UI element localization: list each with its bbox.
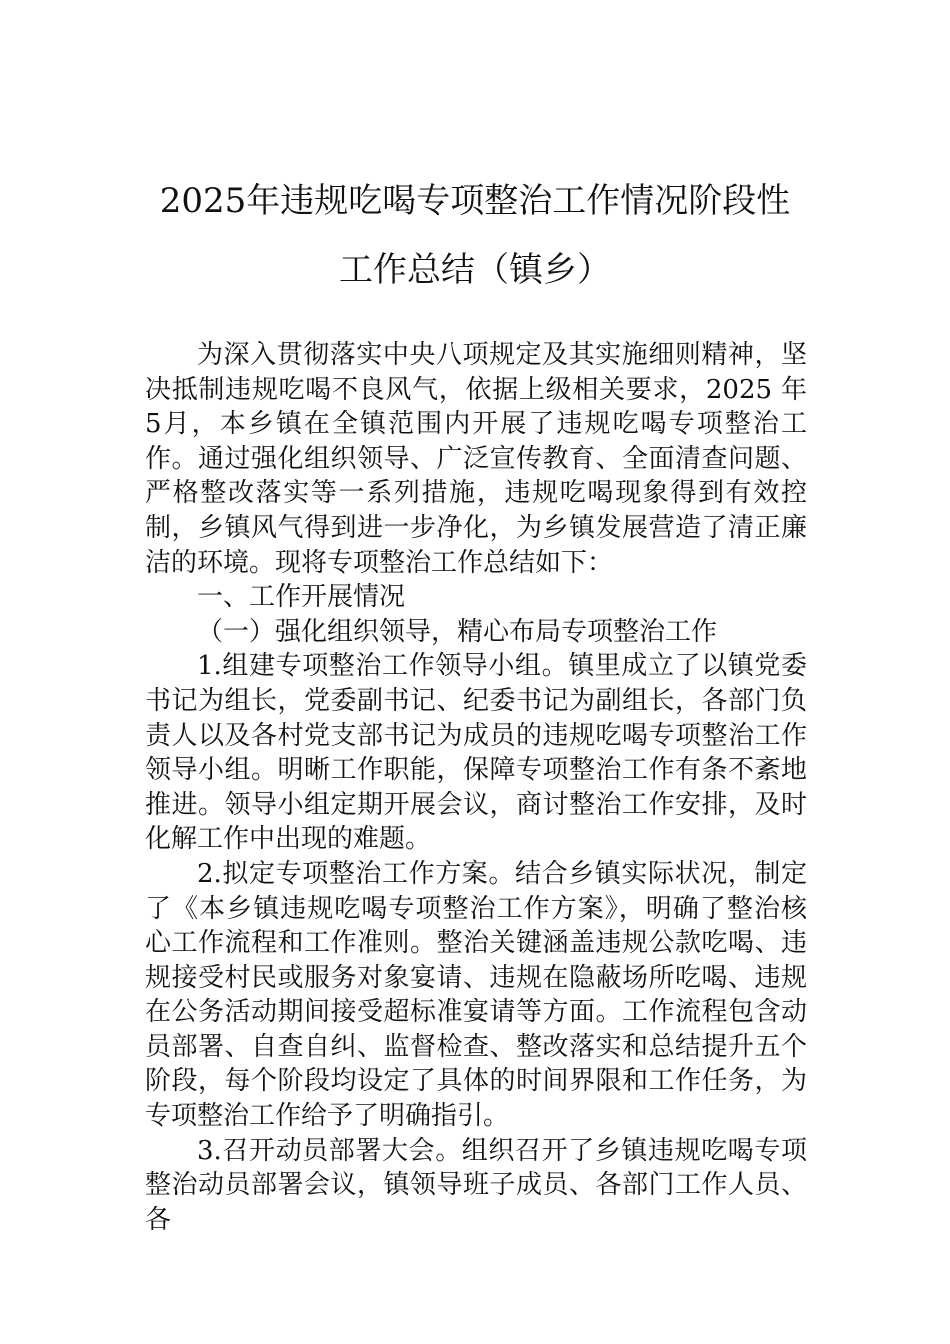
document-title-line-1: 2025年违规吃喝专项整治工作情况阶段性 (159, 181, 791, 221)
document-body (145, 338, 807, 1237)
body-paragraph-3: 3.召开动员部署大会。组织召开了乡镇违规吃喝专项整治动员部署会议，镇领导班子成员、各部门工作人员、各 (145, 1135, 807, 1235)
subsection-heading-1: （一）强化组织领导，精心布局专项整治工作 (197, 616, 718, 647)
section-heading-1: 一、工作开展情况 (197, 582, 406, 613)
document-title-line-2: 工作总结（镇乡） (339, 250, 611, 290)
body-paragraph-2: 2.拟定专项整治工作方案。结合乡镇实际状况，制定了《本乡镇违规吃喝专项整治工作方案》，明确了整治核心工作流程和工作准则。整治关键涵盖违规公款吃喝、违规接受村民或服务对象宴请、违规在隐蔽场所吃喝、违规在公务活动期间接受超标准宴请等方面。工作流程包含动员部署、自查自纠、监督检查、整改落实和总结提升五个阶段，每个阶段均设定了具体的时间界限和工作任务，为专项整治工作给予了明确指引。 (145, 858, 807, 1132)
intro-paragraph: 为深入贯彻落实中央八项规定及其实施细则精神，坚决抵制违规吃喝不良风气，依据上级相关要求，2025 年 5月，本乡镇在全镇范围内开展了违规吃喝专项整治工作。通过强化组织领导、广泛宣传教育、全面清查问题、严格整改落实等一系列措施，违规吃喝现象得到有效控制，乡镇风气得到进一步净化，为乡镇发展营造了清正廉洁的环境。现将专项整治工作总结如下： (145, 340, 807, 578)
body-paragraph-1: 1.组建专项整治工作领导小组。镇里成立了以镇党委书记为组长，党委副书记、纪委书记为副组长，各部门负责人以及各村党支部书记为成员的违规吃喝专项整治工作领导小组。明晰工作职能，保障专项整治工作有条不紊地推进。领导小组定期开展会议，商讨整治工作安排，及时化解工作中出现的难题。 (145, 651, 807, 855)
